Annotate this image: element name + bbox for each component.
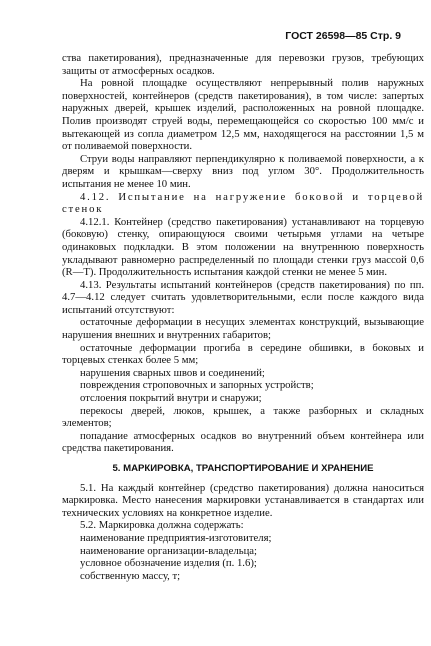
list-item: наименование организации-владельца; [80, 544, 257, 557]
paragraph: 5.1. На каждый контейнер (средство пакетирования) должна наноситься маркировка. Место нанесения маркировки устанавливается в стандартах или технических условиях на конкретное изделие. [62, 481, 424, 519]
list-item: отслоения покрытий внутри и снаружи; [80, 392, 262, 405]
list-item: наименование предприятия-изготовителя; [80, 531, 272, 544]
paragraph: Струи воды направляют перпендикулярно к поливаемой поверхности, а к дверям и крышкам—сверху вниз под углом 30°. Продолжительность испытания не менее 10 мин. [62, 152, 424, 190]
paragraph: На ровной площадке осуществляют непрерывный полив наружных поверхностей, контейнеров (средств пакетирования), в том числе: запертых наружных дверей, крышек изделий, расположенных на ровной площадке. Полив производят струей воды, перемещающейся со скоростью 100 мм/с и вытекающей из сопла диаметром 12,5 мм, находящегося на расстоянии 1,5 м от поливаемой поверхности. [62, 77, 424, 153]
paragraph: 4.13. Результаты испытаний контейнеров (средств пакетирования) по пп. 4.7—4.12 следует считать удовлетворительными, если после каждого вида испытаний отсутствуют: [62, 278, 424, 316]
paragraph: 5.2. Маркировка должна содержать: [80, 519, 244, 532]
paragraph: ства пакетирования), предназначенные для перевозки грузов, требующих защиты от атмосферных осадков. [62, 52, 424, 77]
list-item: нарушения сварных швов и соединений; [80, 366, 265, 379]
list-item: попадание атмосферных осадков во внутренний объем контейнера или средства пакетирования. [62, 429, 424, 455]
list-item: остаточные деформации в несущих элементах конструкций, вызывающие нарушения внешних и внутренних габаритов; [62, 316, 424, 342]
list-item: перекосы дверей, люков, крышек, а также разборных и складных элементов; [62, 404, 424, 430]
list-item: повреждения строповочных и запорных устройств; [80, 379, 314, 392]
list-item: остаточные деформации прогиба в середине обшивки, в боковых и торцевых стенках более 5 мм; [62, 341, 424, 367]
list-item: условное обозначение изделия (п. 1.6); [80, 557, 257, 570]
list-item: собственную массу, т; [80, 569, 181, 582]
page-header: ГОСТ 26598—85 Стр. 9 [285, 30, 401, 42]
paragraph: 4.12.1. Контейнер (средство пакетирования) устанавливают на торцевую (боковую) стенку, опирающуюся своими четырьмя углами на четыре одинаковых подкладки. В этом положении на внутреннюю поверхность укладывают равномерно распределенный по площади стенки груз массой 0,6 (R—T). Продолжительность испытания каждой стенки не менее 5 мин. [62, 215, 424, 279]
subsection-title: 4.12. Испытание на нагружение боковой и торцевой стенок [62, 190, 424, 216]
document-body [62, 52, 424, 582]
section-heading: 5. МАРКИРОВКА, ТРАНСПОРТИРОВАНИЕ И ХРАНЕНИЕ [112, 463, 374, 474]
